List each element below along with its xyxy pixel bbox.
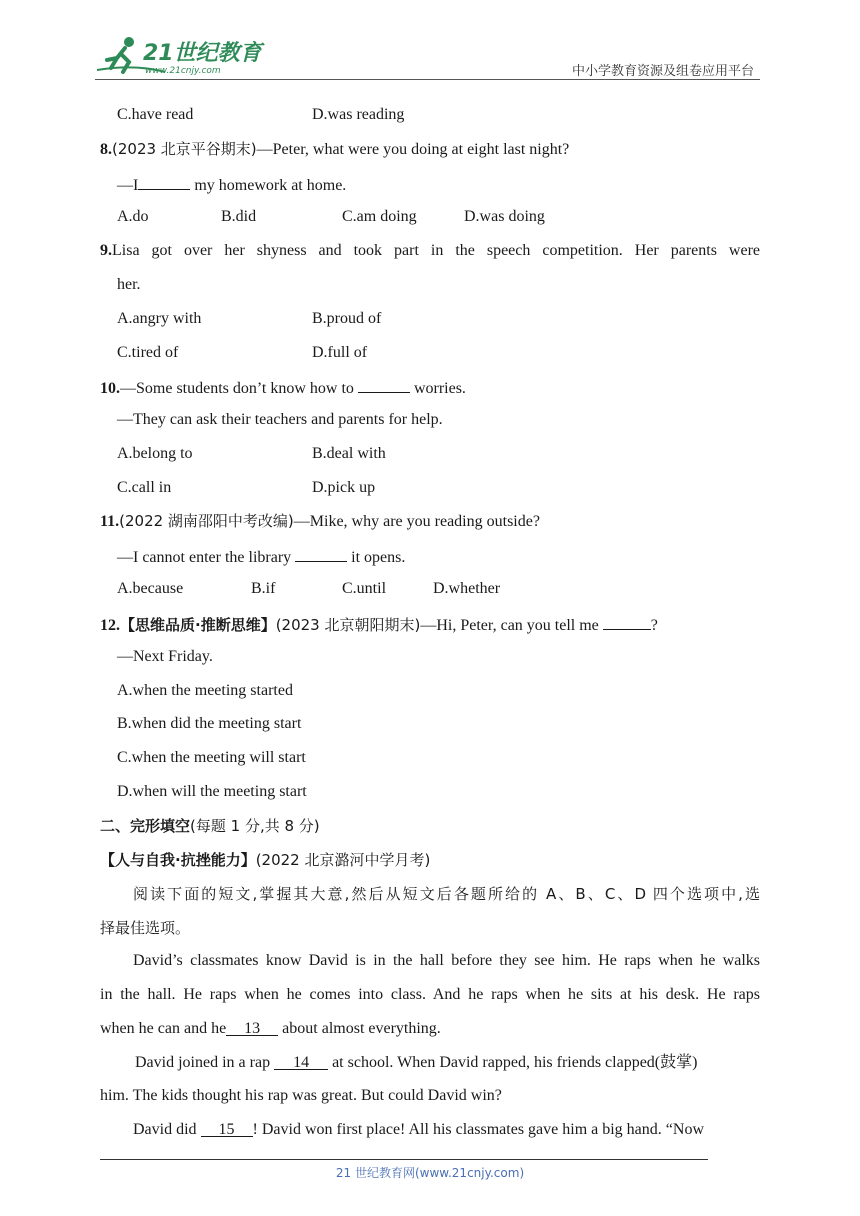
passage-text: when he can and he xyxy=(100,1020,227,1037)
competency-tag: 【思维品质·推断思维】 xyxy=(120,616,276,634)
q12-option-d: D.when will the meeting start xyxy=(117,783,307,800)
footer-divider xyxy=(100,1159,708,1160)
q11-option-a: A.because xyxy=(117,580,184,597)
question-12-stem xyxy=(100,613,658,636)
question-text: —Some students don’t know how to xyxy=(120,380,358,397)
passage-p1-line2: in the hall. He raps when he comes into class. And he raps when he sits at his desk. He raps xyxy=(100,986,760,1003)
instructions-line-2: 择最佳选项。 xyxy=(100,919,191,937)
q10-option-b: B.deal with xyxy=(312,445,386,462)
passage-text: David did xyxy=(133,1121,201,1138)
q8-option-c: C.am doing xyxy=(342,208,417,225)
competency-tag: 【人与自我·抗挫能力】 xyxy=(100,851,256,869)
q9-option-d: D.full of xyxy=(312,344,368,361)
q10-option-d: D.pick up xyxy=(312,479,376,496)
svg-text:www.21cnjy.com: www.21cnjy.com xyxy=(145,66,221,76)
question-number: 11. xyxy=(100,513,120,530)
platform-name: 中小学教育资源及组卷应用平台 xyxy=(571,64,754,79)
answer-blank xyxy=(138,173,190,190)
q11-option-d: D.whether xyxy=(433,580,501,597)
question-source: (2022 湖南邵阳中考改编) xyxy=(119,512,294,530)
question-11-reply xyxy=(117,545,405,568)
blank-13: 13 xyxy=(226,1019,278,1036)
passage-p1-line3 xyxy=(100,1019,441,1039)
runner-logo-icon xyxy=(95,34,265,76)
instructions-line-1: 阅读下面的短文,掌握其大意,然后从短文后各题所给的 A、B、C、D 四个选项中,选 xyxy=(133,885,760,903)
q7-option-c: C.have read xyxy=(117,106,194,123)
answer-blank xyxy=(603,613,651,630)
passage-text: at school. When David rapped, his friends clapped(鼓掌) xyxy=(328,1054,698,1071)
passage-p2-line1 xyxy=(135,1053,697,1073)
question-text: worries. xyxy=(409,380,466,397)
blank-15: 15 xyxy=(201,1120,253,1137)
reply-text: —I cannot enter the library xyxy=(117,549,296,566)
blank-14: 14 xyxy=(274,1053,328,1070)
svg-text:21世纪教育: 21世纪教育 xyxy=(143,41,262,66)
q10-option-c: C.call in xyxy=(117,479,172,496)
question-8-stem xyxy=(100,139,569,160)
reply-text: it opens. xyxy=(347,549,406,566)
q11-option-b: B.if xyxy=(251,580,276,597)
question-8-reply xyxy=(117,173,346,196)
reply-text: —I xyxy=(117,177,139,194)
q9-option-c: C.tired of xyxy=(117,344,179,361)
section-2-heading xyxy=(100,816,320,837)
q8-option-a: A.do xyxy=(117,208,149,225)
answer-blank xyxy=(358,376,410,393)
site-logo xyxy=(95,34,265,76)
q10-option-a: A.belong to xyxy=(117,445,193,462)
question-11-stem xyxy=(100,511,540,532)
question-text: ? xyxy=(650,617,658,634)
question-number: 10. xyxy=(100,380,120,397)
section-title: 二、完形填空 xyxy=(100,817,191,835)
question-text: —Mike, why are you reading outside? xyxy=(293,513,540,530)
q8-option-b: B.did xyxy=(221,208,257,225)
passage-p1-line1: David’s classmates know David is in the hall before they see him. He raps when he walks xyxy=(133,952,760,969)
answer-blank xyxy=(295,545,347,562)
question-10-reply: —They can ask their teachers and parents for help. xyxy=(117,411,443,428)
q9-option-a: A.angry with xyxy=(117,310,202,327)
passage-text: David joined in a rap xyxy=(135,1054,275,1071)
question-10-stem xyxy=(100,376,466,399)
passage-p2-line2: him. The kids thought his rap was great. But could David win? xyxy=(100,1087,502,1104)
question-text: —Peter, what were you doing at eight last night? xyxy=(256,141,570,158)
passage-text: ! David won first place! All his classmates gave him a big hand. “Now xyxy=(252,1121,704,1138)
section-score: (每题 1 分,共 8 分) xyxy=(190,817,320,835)
question-source: (2023 北京朝阳期末) xyxy=(275,616,421,634)
question-source: (2023 北京平谷期末) xyxy=(112,140,257,158)
passage-p3-line1 xyxy=(133,1120,704,1140)
question-9-stem-cont: her. xyxy=(117,276,141,293)
question-9-stem xyxy=(100,241,760,261)
q9-option-b: B.proud of xyxy=(312,310,382,327)
question-number: 9. xyxy=(100,242,112,259)
passage-source xyxy=(100,850,430,871)
question-number: 12. xyxy=(100,617,120,634)
reply-text: my homework at home. xyxy=(190,177,347,194)
q11-option-c: C.until xyxy=(342,580,387,597)
q12-option-c: C.when the meeting will start xyxy=(117,749,306,766)
q7-option-d: D.was reading xyxy=(312,106,405,123)
question-12-reply: —Next Friday. xyxy=(117,648,213,665)
question-source: (2022 北京潞河中学月考) xyxy=(255,851,431,869)
q8-option-d: D.was doing xyxy=(464,208,545,225)
question-number: 8. xyxy=(100,141,112,158)
page-header xyxy=(0,0,860,80)
header-divider xyxy=(95,79,760,80)
page-footer: 21 世纪教育网(www.21cnjy.com) xyxy=(335,1166,525,1180)
q12-option-b: B.when did the meeting start xyxy=(117,715,302,732)
question-text: —Hi, Peter, can you tell me xyxy=(420,617,603,634)
passage-text: about almost everything. xyxy=(278,1020,441,1037)
q12-option-a: A.when the meeting started xyxy=(117,682,293,699)
question-text: Lisa got over her shyness and took part in the speech competition. Her parents were xyxy=(112,242,760,259)
